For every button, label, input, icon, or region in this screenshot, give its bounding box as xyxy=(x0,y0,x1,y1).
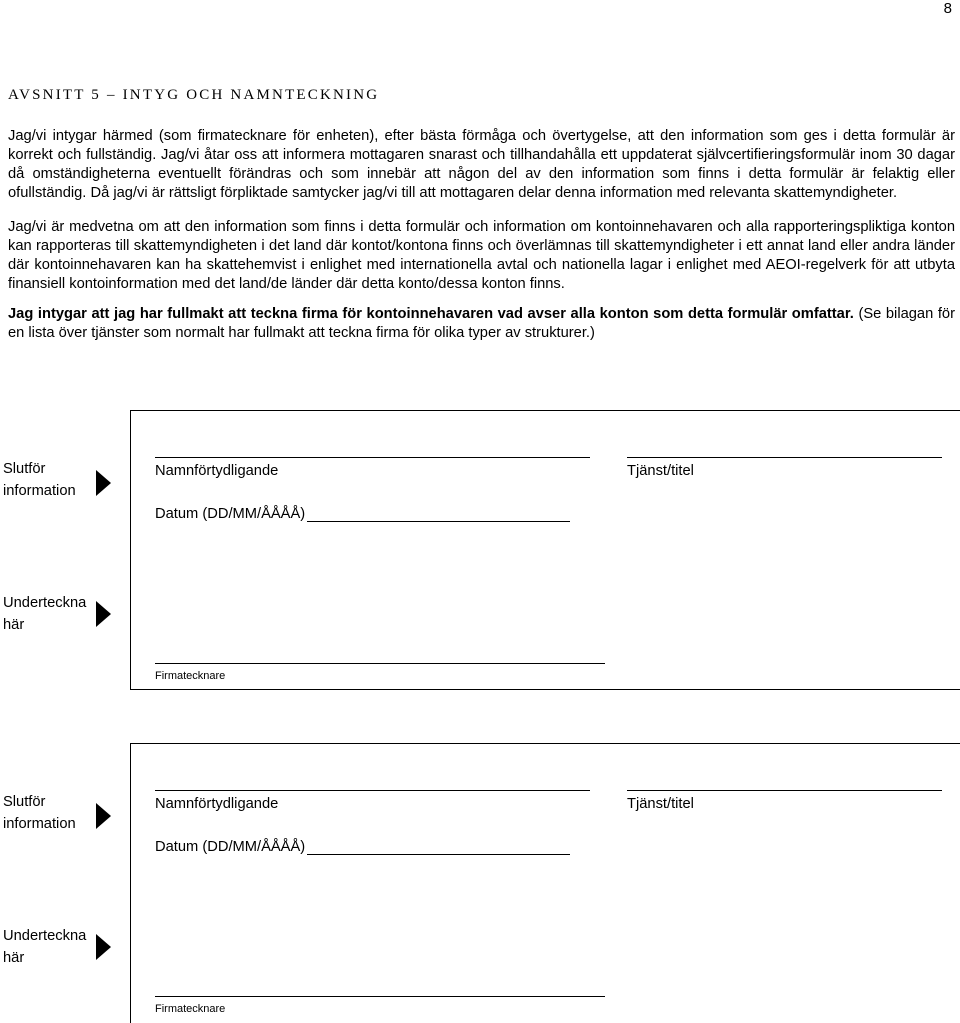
title-field-line[interactable] xyxy=(627,457,942,458)
name-field-line[interactable] xyxy=(155,457,590,458)
complete-information-label: Slutför information xyxy=(3,461,76,499)
signature-line[interactable] xyxy=(155,663,605,664)
date-field-label: Datum (DD/MM/ÅÅÅÅ) xyxy=(155,506,306,522)
title-field-label: Tjänst/titel xyxy=(627,796,694,812)
signature-block xyxy=(130,410,960,690)
arrow-right-icon xyxy=(96,803,111,829)
sign-here-label: Underteckna här xyxy=(3,928,87,966)
date-field-line[interactable] xyxy=(307,838,570,855)
signatory-label: Firmatecknare xyxy=(155,670,226,682)
certification-paragraph: Jag/vi intygar härmed (som firmatecknare för enheten), efter bästa förmåga och övertygelse, att den information som ges i detta formulär är korrekt och fullständig. Jag/vi åtar oss att informera mottagaren snarast och tillhandahålla ett uppdaterat självcertifieringsformulär inom 30 dagar då omständigheterna eventuellt förändras och som innebär att någon del av den information som finns i detta formulär är felaktig eller ofullständig. Då jag/vi är rättsligt förpliktade samtycker jag/vi till att mottagaren delar denna information med relevanta skattemyndigheter. xyxy=(8,128,955,201)
complete-information-label: Slutför information xyxy=(3,794,76,832)
name-field-label: Namnförtydligande xyxy=(155,796,279,812)
authority-paragraph xyxy=(8,305,955,343)
sign-here-label: Underteckna här xyxy=(3,595,87,633)
name-field-label: Namnförtydligande xyxy=(155,463,279,479)
name-field-line[interactable] xyxy=(155,790,590,791)
authority-note: (Se bilagan för en lista över tjänster som normalt har fullmakt att teckna firma för olika typer av strukturer.) xyxy=(8,306,955,341)
arrow-right-icon xyxy=(96,934,111,960)
signature-block xyxy=(130,743,960,1023)
date-field[interactable] xyxy=(155,838,570,855)
signatory-label: Firmatecknare xyxy=(155,1003,226,1015)
date-field-label: Datum (DD/MM/ÅÅÅÅ) xyxy=(155,839,306,855)
signature-line[interactable] xyxy=(155,996,605,997)
page-number: 8 xyxy=(943,0,952,17)
authority-statement: Jag intygar att jag har fullmakt att teckna firma för kontoinnehavaren vad avser alla konton som detta formulär omfattar. xyxy=(8,306,854,322)
arrow-right-icon xyxy=(96,601,111,627)
date-field-line[interactable] xyxy=(307,505,570,522)
date-field[interactable] xyxy=(155,505,570,522)
arrow-right-icon xyxy=(96,470,111,496)
title-field-line[interactable] xyxy=(627,790,942,791)
disclosure-paragraph: Jag/vi är medvetna om att den information som finns i detta formulär och information om kontoinnehavaren och alla rapporteringspliktiga konton kan rapporteras till skattemyndigheten i det land där kontot/kontona finns och överlämnas till skattemyndigheter i ett annat land eller andra länder där kontoinnehavaren kan ha skattehemvist i enlighet med internationella avtal och nationella lagar i enlighet med AEOI-regelverk för att utbyta finansiell kontoinformation med det land/de länder där detta konto/dessa konton finns. xyxy=(8,219,955,292)
section-heading: AVSNITT 5 – INTYG OCH NAMNTECKNING xyxy=(8,87,380,103)
title-field-label: Tjänst/titel xyxy=(627,463,694,479)
